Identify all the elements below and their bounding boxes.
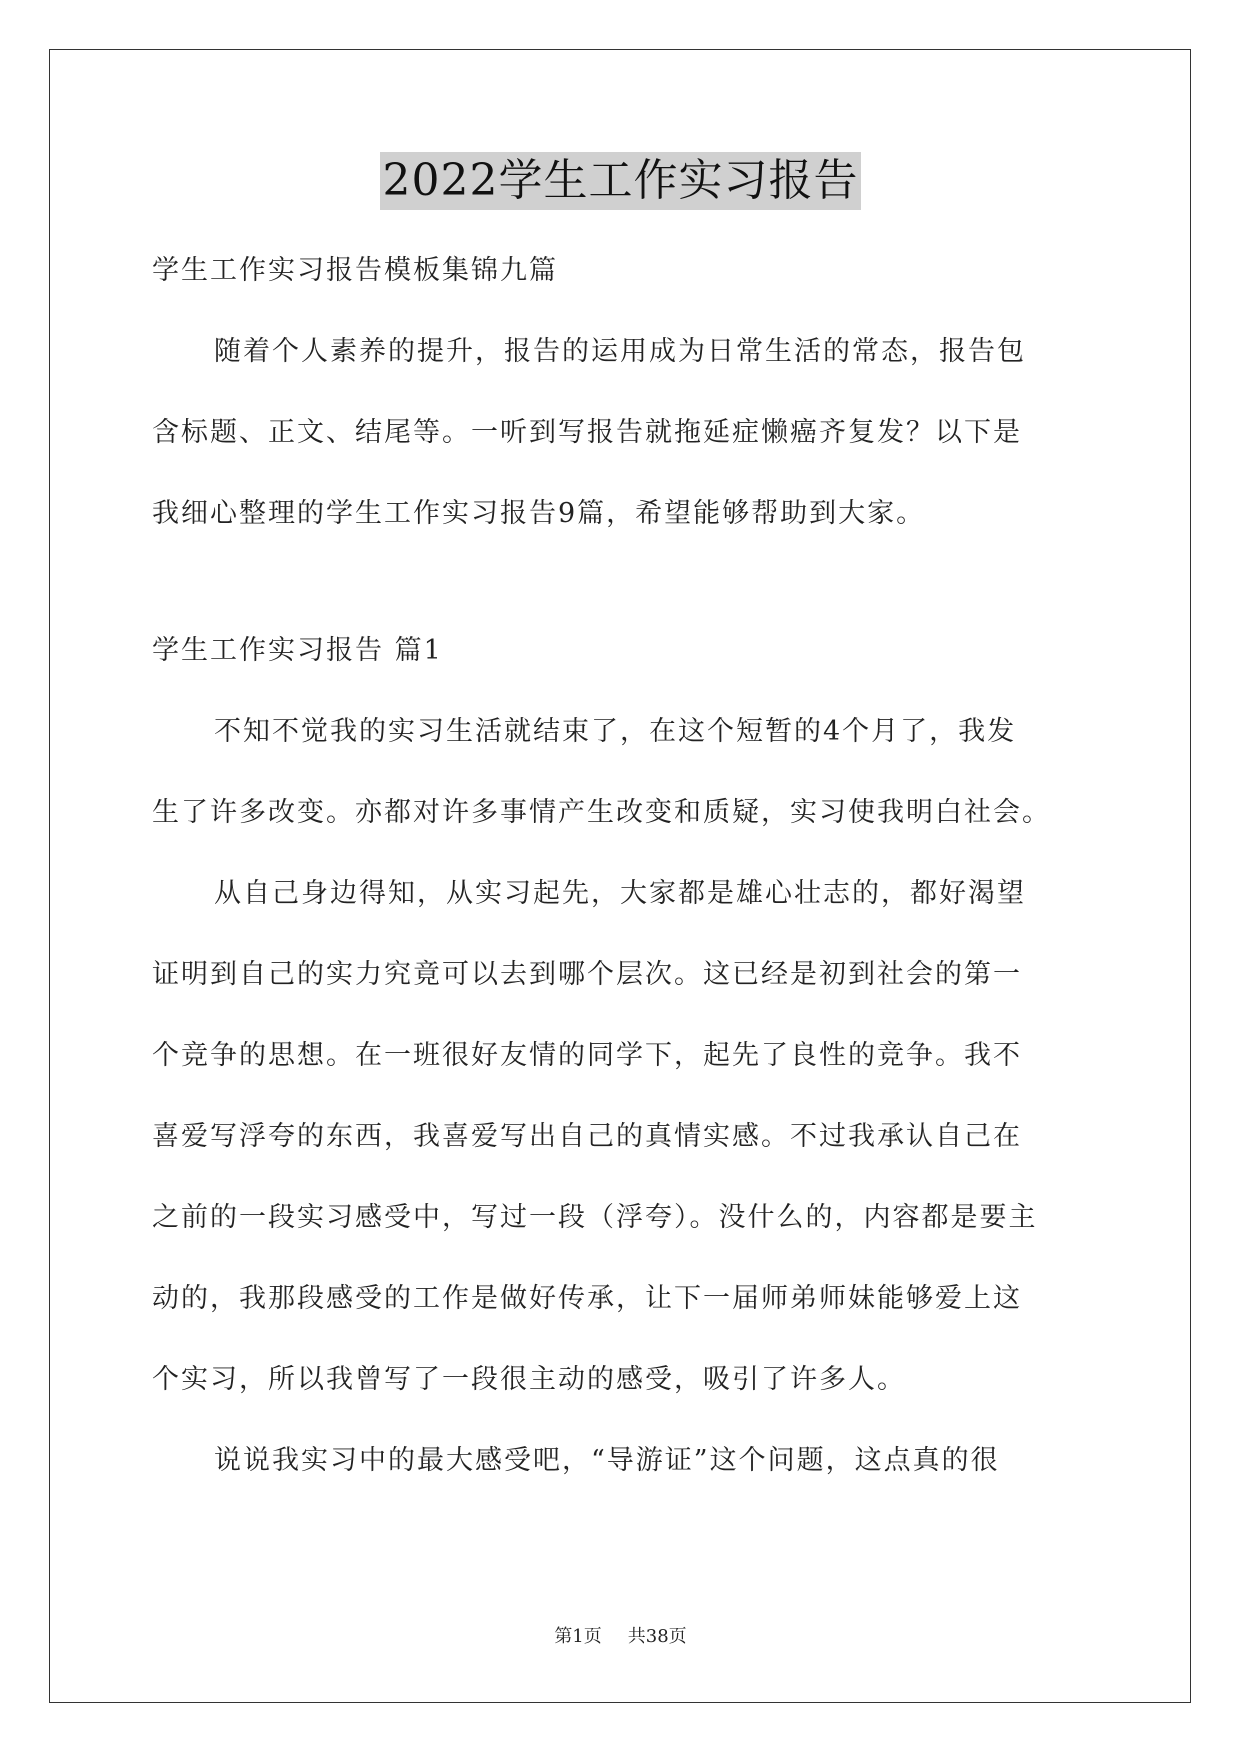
body-paragraph-line: 个竞争的思想。在一班很好友情的同学下，起先了良性的竞争。我不: [152, 1040, 1022, 1071]
section-spacer: [152, 554, 1092, 610]
section-heading: 学生工作实习报告 篇1: [152, 635, 443, 666]
body-paragraph-line: 证明到自己的实力究竟可以去到哪个层次。这已经是初到社会的第一: [152, 959, 1022, 990]
body-paragraph-line: 之前的一段实习感受中，写过一段（浮夸）。没什么的，内容都是要主: [152, 1202, 1038, 1233]
body-paragraph-line: 个实习，所以我曾写了一段很主动的感受，吸引了许多人。: [152, 1364, 906, 1395]
body-paragraph-line: 不知不觉我的实习生活就结束了，在这个短暂的4个月了，我发: [214, 716, 1017, 747]
intro-paragraph-line: 含标题、正文、结尾等。一听到写报告就拖延症懒癌齐复发？以下是: [152, 417, 1022, 448]
document-subtitle: 学生工作实习报告模板集锦九篇: [152, 255, 558, 286]
body-paragraph-line: 说说我实习中的最大感受吧，“导游证”这个问题，这点真的很: [214, 1445, 1000, 1476]
page-total: 共38页: [627, 1626, 687, 1647]
document-body: [152, 230, 1092, 1501]
body-paragraph-line: 动的，我那段感受的工作是做好传承，让下一届师弟师妹能够爱上这: [152, 1283, 1022, 1314]
intro-paragraph-line: 随着个人素养的提升，报告的运用成为日常生活的常态，报告包: [214, 336, 1026, 367]
title-container: [0, 152, 1241, 210]
body-paragraph-line: 喜爱写浮夸的东西，我喜爱写出自己的真情实感。不过我承认自己在: [152, 1121, 1022, 1152]
page-footer: [0, 1622, 1241, 1648]
page-number: 第1页: [554, 1626, 602, 1647]
intro-paragraph-line: 我细心整理的学生工作实习报告9篇，希望能够帮助到大家。: [152, 498, 926, 529]
document-title: 2022学生工作实习报告: [380, 152, 862, 210]
body-paragraph-line: 生了许多改变。亦都对许多事情产生改变和质疑，实习使我明白社会。: [152, 797, 1051, 828]
body-paragraph-line: 从自己身边得知，从实习起先，大家都是雄心壮志的，都好渴望: [214, 878, 1026, 909]
